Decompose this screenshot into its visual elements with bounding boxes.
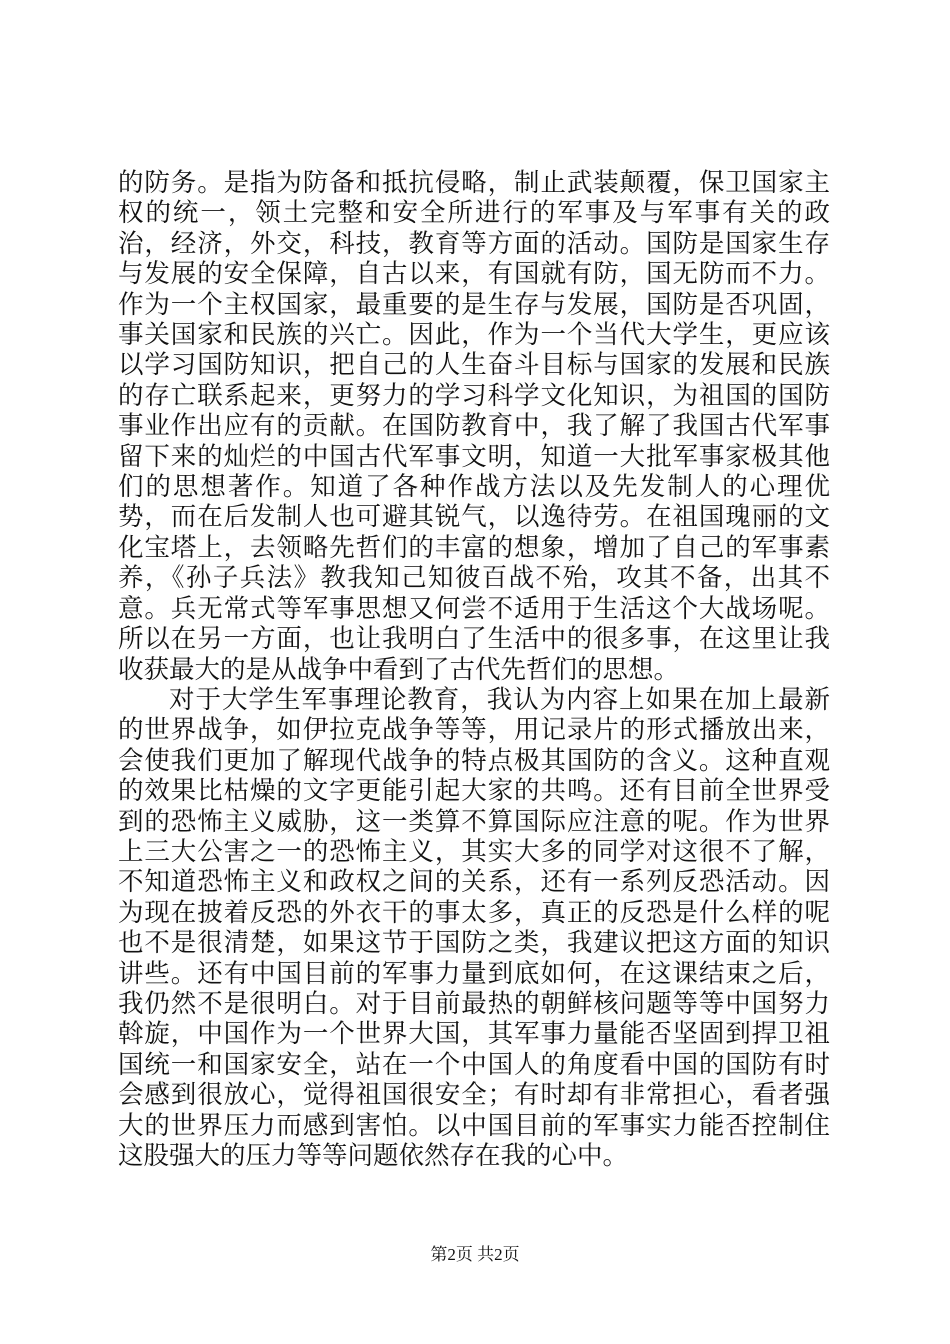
paragraph-2: 对于大学生军事理论教育，我认为内容上如果在加上最新的世界战争，如伊拉克战争等等，用记录片的形式播放出来，会使我们更加了解现代战争的特点极其国防的含义。这种直观的效果比枯燥的文字更能引起大家的共鸣。还有目前全世界受到的恐怖主义威胁，这一类算不算国际应注意的呢。作为世界上三大公害之一的恐怖主义，其实大多的同学对这很不了解，不知道恐怖主义和政权之间的关系，还有一系列反恐活动。因为现在披着反恐的外衣干的事太多，真正的反恐是什么样的呢也不是很清楚，如果这节于国防之类，我建议把这方面的知识讲些。还有中国目前的军事力量到底如何，在这课结束之后，我仍然不是很明白。对于目前最热的朝鲜核问题等等中国努力斡旋，中国作为一个世界大国，其军事力量能否坚固到捍卫祖国统一和国家安全，站在一个中国人的角度看中国的国防有时会感到很放心，觉得祖国很安全；有时却有非常担心，看者强大的世界压力而感到害怕。以中国目前的军事实力能否控制住这股强大的压力等等问题依然存在我的心中。: [118, 684, 830, 1171]
body-text: [118, 168, 830, 1171]
paragraph-1: 的防务。是指为防备和抵抗侵略，制止武装颠覆，保卫国家主权的统一，领土完整和安全所进行的军事及与军事有关的政治，经济，外交，科技，教育等方面的活动。国防是国家生存与发展的安全保障，自古以来，有国就有防，国无防而不力。作为一个主权国家，最重要的是生存与发展，国防是否巩固，事关国家和民族的兴亡。因此，作为一个当代大学生，更应该以学习国防知识，把自己的人生奋斗目标与国家的发展和民族的存亡联系起来，更努力的学习科学文化知识，为祖国的国防事业作出应有的贡献。在国防教育中，我了解了我国古代军事留下来的灿烂的中国古代军事文明，知道一大批军事家极其他们的思想著作。知道了各种作战方法以及先发制人的心理优势，而在后发制人也可避其锐气，以逸待劳。在祖国瑰丽的文化宝塔上，去领略先哲们的丰富的想象，增加了自己的军事素养，《孙子兵法》教我知己知彼百战不殆，攻其不备，出其不意。兵无常式等军事思想又何尝不适用于生活这个大战场呢。所以在另一方面，也让我明白了生活中的很多事，在这里让我收获最大的是从战争中看到了古代先哲们的思想。: [118, 168, 830, 685]
page-number: 第2页 共2页: [430, 1245, 520, 1264]
page-footer: [0, 1240, 950, 1265]
